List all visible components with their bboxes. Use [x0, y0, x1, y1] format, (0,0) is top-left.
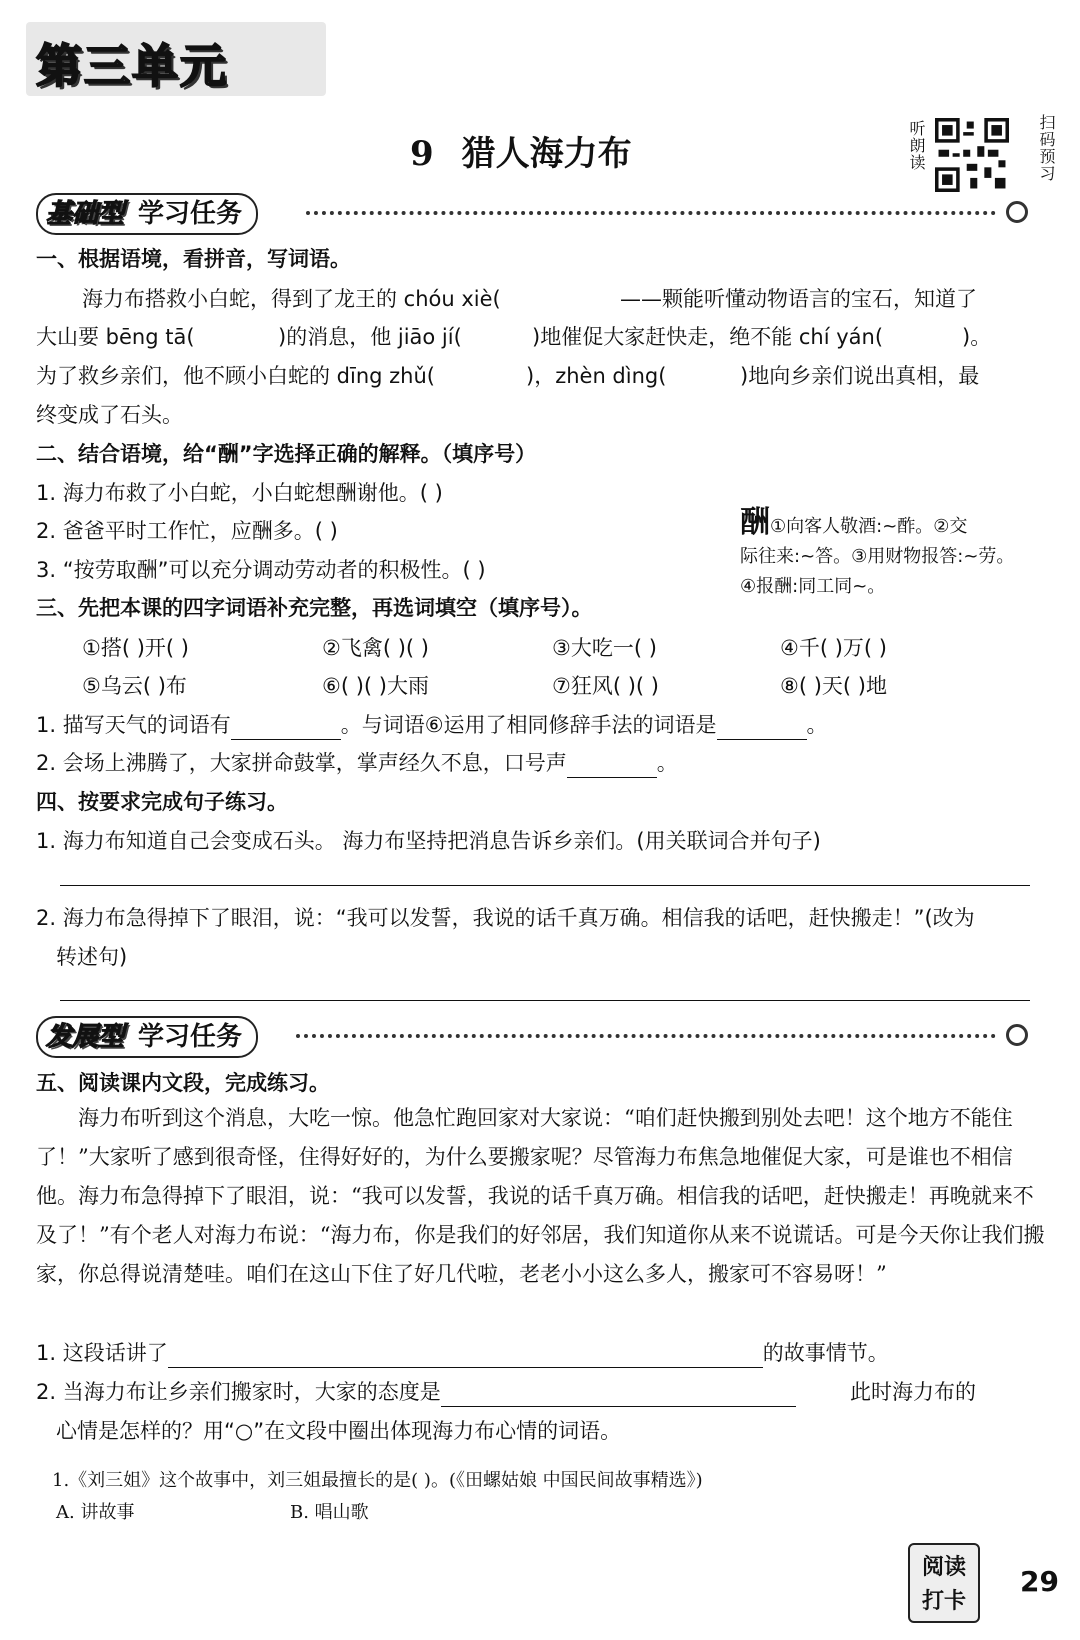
answer-blank[interactable] [168, 1367, 763, 1368]
answer-blank[interactable] [717, 739, 807, 740]
q3-word-3: ③大吃一( ) [552, 636, 657, 660]
section-basic-tag [36, 193, 258, 235]
section-divider [296, 1034, 996, 1038]
q3-word-2: ②飞禽( )( ) [322, 636, 429, 660]
q3-s1-part-c: 。 [806, 713, 828, 737]
answer-blank[interactable] [441, 1406, 796, 1407]
q1-line1b: ——颗能听懂动物语言的宝石，知道了 [620, 287, 977, 311]
q5-title: 五、阅读课内文段，完成练习。 [36, 1071, 330, 1095]
q5-s2-part-c: 心情是怎样的？用“○”在文段中圈出体现海力布心情的词语。 [56, 1419, 622, 1443]
reading-passage: 海力布听到这个消息，大吃一惊。他急忙跑回家对大家说：“咱们赶快搬到别处去吧！这个地方不能住了！”大家听了感到很奇怪，住得好好的，为什么要搬家呢？尽管海力布焦急地催促大家，可是谁也不相信他。海力布急得掉下了眼泪，说：“我可以发誓，我说的话千真万确。相信我的话吧，赶快搬走！再晚就来不及了！”有个老人对海力布说：“海力布，你是我们的好邻居，我们知道你从来不说谎话。可是今天你让我们搬家，你总得说清楚哇。咱们在这山下住了好几代啦，老老小小这么多人，搬家可不容易呀！” [36, 1106, 1045, 1286]
q3-sentence-2 [36, 748, 678, 778]
badge-line-2: 打卡 [921, 1589, 966, 1614]
q3-title: 三、先把本课的四字词语补充完整，再选词填空（填序号）。 [36, 596, 593, 620]
answer-blank[interactable] [231, 739, 341, 740]
q3-s1-part-a: 1. 描写天气的词语有 [36, 713, 231, 737]
section-basic-label: 学习任务 [138, 199, 243, 229]
qr-label-preview: 扫码预习 [1037, 114, 1056, 182]
q1-line3c: )地向乡亲们说出真相，最 [740, 364, 980, 388]
q4-title: 四、按要求完成句子练习。 [36, 790, 288, 814]
q3-word-6: ⑥( )( )大雨 [322, 674, 429, 698]
q5-s1-part-a: 1. 这段话讲了 [36, 1341, 168, 1365]
q4-sentence-2b: 转述句) [56, 945, 128, 969]
q2-item-2: 2. 爸爸平时工作忙，应酬多。( ) [36, 519, 338, 543]
badge-line-1: 阅读 [921, 1555, 966, 1580]
q5-sentence-2 [36, 1377, 796, 1407]
q1-line1a: 海力布搭救小白蛇，得到了龙王的 chóu xiè( [82, 287, 501, 311]
q2-item-3: 3. “按劳取酬”可以充分调动劳动者的积极性。( ) [36, 558, 486, 582]
section-develop-header [36, 1016, 1031, 1056]
dict-line-1: ①向客人敬酒:~酢。②交 [770, 516, 968, 537]
dict-char: 酬 [740, 505, 770, 540]
q3-word-8: ⑧( )天( )地 [780, 674, 887, 698]
footer-option-b: B. 唱山歌 [290, 1502, 369, 1523]
q1-line2a: 大山要 bēng tā( [36, 325, 195, 349]
q5-s2-part-a: 2. 当海力布让乡亲们搬家时，大家的态度是 [36, 1380, 441, 1404]
section-basic-header [36, 193, 1031, 233]
lesson-title [410, 126, 632, 175]
section-divider [306, 211, 996, 215]
answer-blank[interactable] [567, 777, 657, 778]
circle-end-icon [1006, 1024, 1028, 1046]
q3-s1-part-b: 。与词语⑥运用了相同修辞手法的词语是 [340, 713, 717, 737]
unit-title: 第三单元 [36, 39, 228, 93]
q5-s1-part-b: 的故事情节。 [762, 1341, 889, 1365]
section-develop-label: 学习任务 [138, 1022, 243, 1052]
qr-label-listen: 听朗读 [907, 120, 926, 171]
q1-title: 一、根据语境，看拼音，写词语。 [36, 247, 351, 271]
q1-line3a: 为了救乡亲们，他不顾小白蛇的 dīng zhǔ( [36, 364, 435, 388]
footer-option-a: A. 讲故事 [56, 1502, 135, 1523]
q1-line2c: )地催促大家赶快走，绝不能 chí yán( [532, 325, 884, 349]
lesson-name: 猎人海力布 [461, 134, 632, 174]
q5-s2-part-b: 此时海力布的 [850, 1380, 976, 1404]
dict-line-3: ④报酬:同工同~。 [740, 576, 886, 597]
q3-s2-part-a: 2. 会场上沸腾了，大家拼命鼓掌，掌声经久不息，口号声 [36, 751, 567, 775]
qr-block [905, 114, 1080, 194]
page-number: 29 [1020, 1565, 1059, 1598]
q5-sentence-1 [36, 1338, 889, 1368]
q3-word-5: ⑤乌云( )布 [82, 674, 187, 698]
lesson-number: 9 [410, 134, 434, 174]
q3-word-1: ①搭( )开( ) [82, 636, 189, 660]
reading-checkin-badge[interactable] [908, 1543, 980, 1623]
q1-line2d: )。 [962, 325, 992, 349]
q2-title: 二、结合语境，给“酬”字选择正确的解释。（填序号） [36, 442, 537, 466]
section-basic-type: 基础型 [46, 199, 125, 229]
answer-line[interactable] [60, 885, 1030, 886]
q1-line2b: )的消息，他 jiāo jí( [278, 325, 462, 349]
q1-line3b: )，zhèn dìng( [526, 364, 667, 388]
section-develop-tag [36, 1016, 258, 1058]
q4-sentence-2a: 2. 海力布急得掉下了眼泪，说：“我可以发誓，我说的话千真万确。相信我的话吧，赶快搬走！”(改为 [36, 906, 975, 930]
dictionary-box [740, 505, 1030, 602]
footer-question: 1.《刘三姐》这个故事中，刘三姐最擅长的是( )。(《田螺姑娘 中国民间故事精选》) [52, 1470, 703, 1491]
q2-item-1: 1. 海力布救了小白蛇，小白蛇想酬谢他。( ) [36, 481, 443, 505]
q3-word-4: ④千( )万( ) [780, 636, 887, 660]
q3-s2-part-b: 。 [656, 751, 678, 775]
answer-line[interactable] [60, 1000, 1030, 1001]
q3-sentence-1 [36, 710, 828, 740]
q4-sentence-1: 1. 海力布知道自己会变成石头。 海力布坚持把消息告诉乡亲们。(用关联词合并句子) [36, 829, 821, 853]
qr-code-icon[interactable] [935, 118, 1009, 192]
q3-word-7: ⑦狂风( )( ) [552, 674, 659, 698]
dict-line-2: 际往来:~答。③用财物报答:~劳。 [740, 546, 1015, 567]
circle-end-icon [1006, 201, 1028, 223]
q1-line4: 终变成了石头。 [36, 403, 183, 427]
section-develop-type: 发展型 [46, 1022, 125, 1052]
